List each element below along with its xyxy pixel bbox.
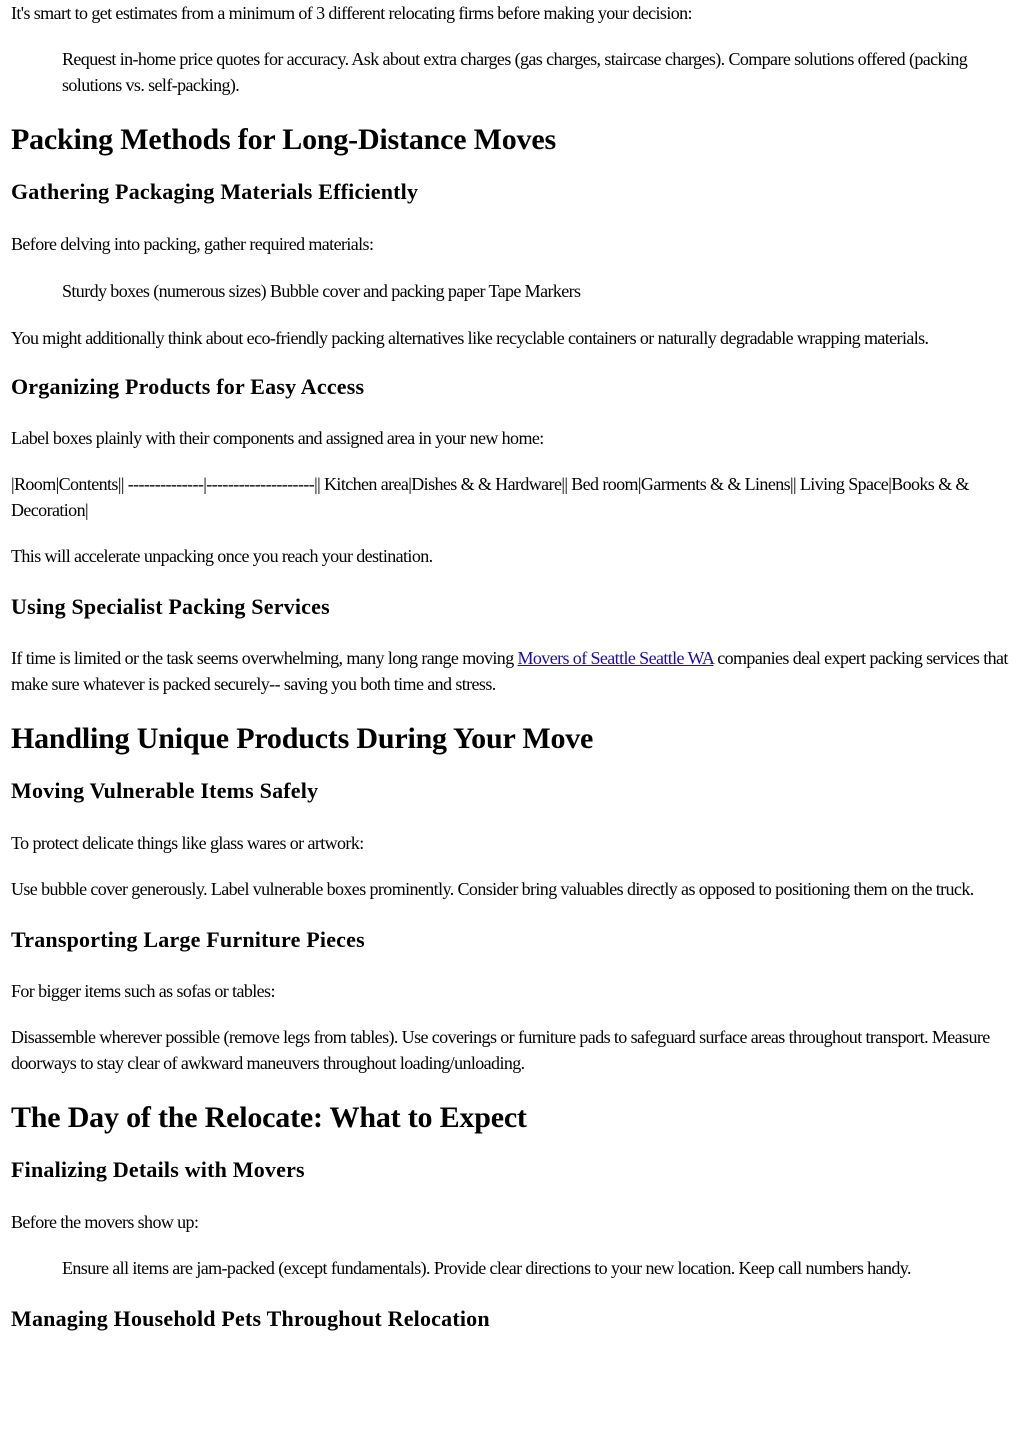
specialist-text-after: companies deal expert packing services that make sure whatever is packed securely-- saving you both time and stress. bbox=[11, 648, 1008, 694]
fragile-items-heading: Moving Vulnerable Items Safely bbox=[11, 778, 319, 803]
large-furniture-heading: Transporting Large Furniture Pieces bbox=[11, 927, 365, 952]
fragile-tips-paragraph: Use bubble cover generously. Label vulnerable boxes prominently. Consider bring valuables directly as opposed to positioning them on the truck. bbox=[11, 879, 974, 899]
gathering-intro-paragraph: Before delving into packing, gather required materials: bbox=[11, 234, 374, 254]
eco-friendly-paragraph: You might additionally think about eco-friendly packing alternatives like recyclable containers or naturally degradable wrapping materials. bbox=[11, 328, 929, 348]
finalizing-details-heading: Finalizing Details with Movers bbox=[11, 1157, 305, 1182]
move-day-heading: The Day of the Relocate: What to Expect bbox=[11, 1101, 527, 1134]
finalizing-intro-paragraph: Before the movers show up: bbox=[11, 1212, 199, 1232]
intro-paragraph: It's smart to get estimates from a minimum of 3 different relocating firms before making your decision: bbox=[11, 3, 692, 23]
gathering-materials-heading: Gathering Packaging Materials Efficiently bbox=[11, 179, 419, 204]
furniture-tips-paragraph: Disassemble wherever possible (remove legs from tables). Use coverings or furniture pads to safeguard surface areas throughout transport. Measure doorways to stay clear of awkward maneuvers throughout loading/unloading. bbox=[11, 1027, 990, 1073]
finalizing-tips-blockquote: Ensure all items are jam-packed (except fundamentals). Provide clear directions to your new location. Keep call numbers handy. bbox=[62, 1258, 911, 1278]
quotes-tips-blockquote: Request in-home price quotes for accuracy. Ask about extra charges (gas charges, staircase charges). Compare solutions offered (packing solutions vs. self-packing). bbox=[62, 49, 968, 95]
unpacking-paragraph: This will accelerate unpacking once you reach your destination. bbox=[11, 546, 433, 566]
room-contents-table-text: |Room|Contents|| --------------|--------------------|| Kitchen area|Dishes & & Hardware|| Bed room|Garments & & Linens|| Living Space|Books & & Decoration| bbox=[11, 474, 969, 520]
specialist-text-before: If time is limited or the task seems overwhelming, many long range moving bbox=[11, 648, 518, 668]
furniture-intro-paragraph: For bigger items such as sofas or tables: bbox=[11, 981, 275, 1001]
movers-seattle-link[interactable]: Movers of Seattle Seattle WA bbox=[517, 648, 714, 668]
packing-methods-heading: Packing Methods for Long-Distance Moves bbox=[11, 123, 556, 156]
specialist-paragraph bbox=[11, 645, 1012, 697]
organizing-products-heading: Organizing Products for Easy Access bbox=[11, 374, 365, 399]
pets-heading: Managing Household Pets Throughout Relocation bbox=[11, 1306, 490, 1331]
fragile-intro-paragraph: To protect delicate things like glass wares or artwork: bbox=[11, 833, 364, 853]
label-boxes-paragraph: Label boxes plainly with their components and assigned area in your new home: bbox=[11, 428, 544, 448]
specialist-packing-heading: Using Specialist Packing Services bbox=[11, 594, 330, 619]
materials-list-blockquote: Sturdy boxes (numerous sizes) Bubble cover and packing paper Tape Markers bbox=[62, 281, 581, 301]
handling-unique-heading: Handling Unique Products During Your Move bbox=[11, 722, 594, 755]
